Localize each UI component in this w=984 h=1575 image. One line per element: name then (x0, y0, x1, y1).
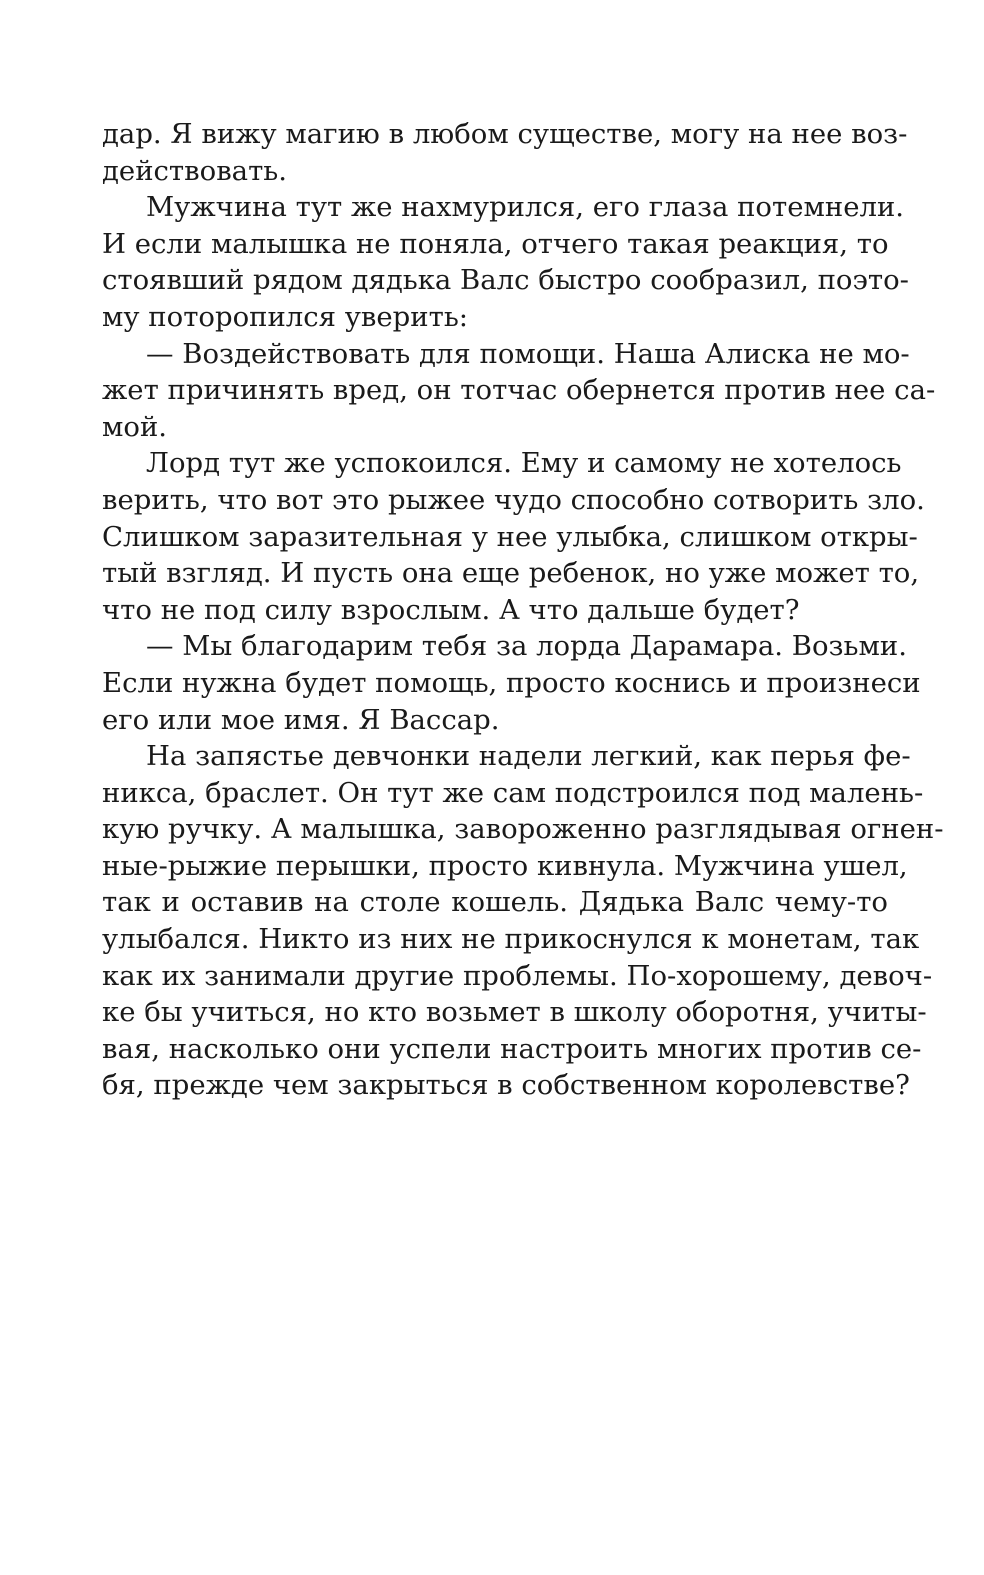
text-line: — Мы благодарим тебя за лорда Дарамара. Возьми. (146, 630, 907, 663)
text-line: что не под силу взрослым. А что дальше будет? (102, 593, 800, 626)
text-line: кую ручку. А малышка, завороженно разглядывая огнен- (102, 813, 944, 846)
text-line: — Воздействовать для помощи. Наша Алиска не мо- (146, 337, 910, 370)
text-line: его или мое имя. Я Вассар. (102, 703, 500, 736)
text-line: стоявший рядом дядька Валс быстро сообразил, поэто- (102, 264, 909, 297)
text-line: Мужчина тут же нахмурился, его глаза потемнели. (146, 191, 905, 224)
paragraph (102, 189, 909, 335)
paragraph (102, 116, 908, 189)
text-line: улыбался. Никто из них не прикоснулся к монетам, так (102, 923, 920, 956)
text-line: И если малышка не поняла, отчего такая реакция, то (102, 227, 889, 260)
paragraph (102, 628, 921, 738)
text-line: никса, браслет. Он тут же сам подстроился под малень- (102, 776, 924, 809)
text-line: тый взгляд. И пусть она еще ребенок, но уже может то, (102, 557, 920, 590)
text-line: как их занимали другие проблемы. По-хорошему, девоч- (102, 959, 933, 992)
text-line: ные-рыжие перышки, просто кивнула. Мужчина ушел, (102, 849, 908, 882)
text-line: жет причинять вред, он тотчас обернется против нее са- (102, 374, 936, 407)
text-line: действовать. (102, 154, 287, 187)
text-line: му поторопился уверить: (102, 300, 469, 333)
text-line: Слишком заразительная у нее улыбка, слишком откры- (102, 520, 918, 553)
text-line: бя, прежде чем закрыться в собственном королевстве? (102, 1069, 910, 1102)
paragraph (102, 738, 944, 1104)
text-line: мой. (102, 410, 168, 443)
text-line: Если нужна будет помощь, просто коснись и произнеси (102, 666, 921, 699)
paragraph (102, 336, 936, 446)
text-line: вая, насколько они успели настроить многих против се- (102, 1032, 922, 1065)
text-line: На запястье девчонки надели легкий, как перья фе- (146, 740, 911, 773)
body-text (102, 116, 944, 1104)
text-line: дар. Я вижу магию в любом существе, могу на нее воз- (102, 118, 908, 150)
text-line: так и оставив на столе кошель. Дядька Валс чему-то (102, 886, 888, 919)
paragraph (102, 445, 925, 628)
text-line: Лорд тут же успокоился. Ему и самому не хотелось (146, 447, 902, 480)
text-line: верить, что вот это рыжее чудо способно сотворить зло. (102, 483, 925, 516)
text-line: ке бы учиться, но кто возьмет в школу оборотня, учиты- (102, 996, 927, 1029)
